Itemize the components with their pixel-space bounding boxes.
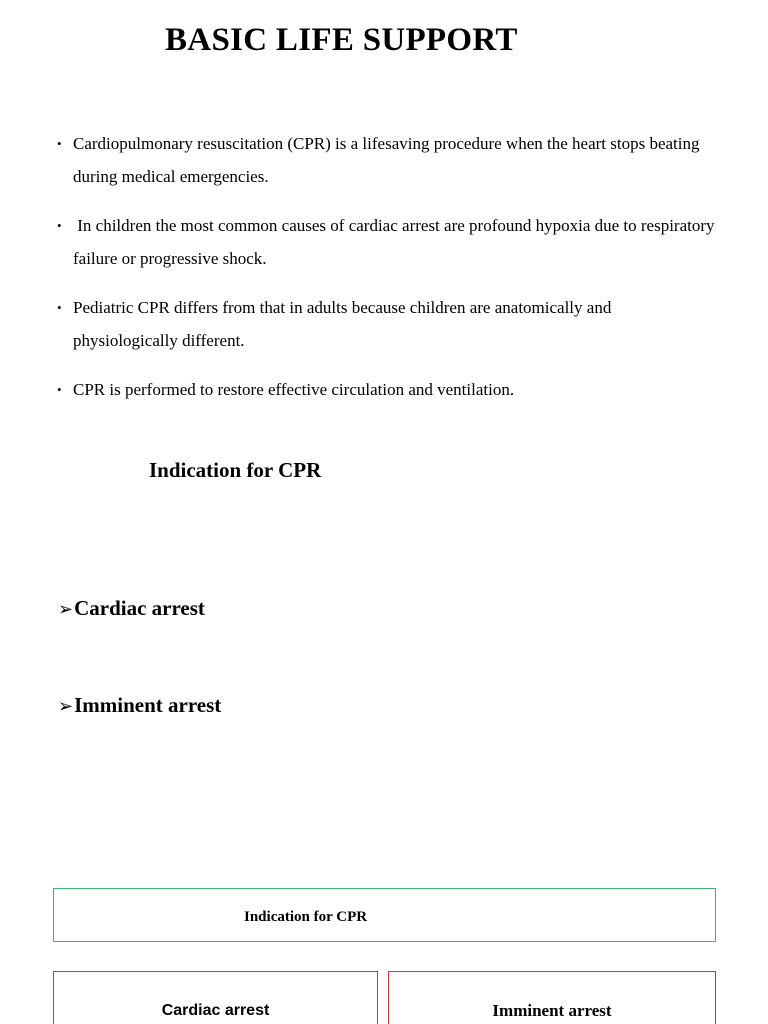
indication-item-imminent-arrest xyxy=(58,693,221,718)
bullet-dot-icon: • xyxy=(57,300,62,315)
bullet-dot-icon: • xyxy=(57,382,62,397)
diagram-child-label: Imminent arrest xyxy=(492,1001,612,1020)
bullet-dot-icon: • xyxy=(57,136,62,151)
indication-text: Cardiac arrest xyxy=(74,596,205,620)
bullet-item-purpose xyxy=(57,373,717,406)
diagram-child-box-imminent-arrest xyxy=(388,971,716,1024)
bullet-text: Cardiopulmonary resuscitation (CPR) is a lifesaving procedure when the heart stops beating during medical emergencies. xyxy=(73,134,700,186)
bullet-item-causes xyxy=(57,209,717,275)
diagram-root-label: Indication for CPR xyxy=(244,908,368,925)
bullet-item-cpr-definition xyxy=(57,127,717,193)
bullet-dot-icon: • xyxy=(57,218,62,233)
bullet-text: CPR is performed to restore effective circulation and ventilation. xyxy=(73,380,515,399)
indication-text: Imminent arrest xyxy=(74,693,222,717)
diagram-root-box xyxy=(53,888,716,942)
bullet-text: In children the most common causes of cardiac arrest are profound hypoxia due to respiratory failure or progressive shock. xyxy=(73,216,719,268)
arrow-bullet-icon: ➢ xyxy=(58,696,74,717)
bullet-item-pediatric xyxy=(57,291,717,357)
diagram-child-label: Cardiac arrest xyxy=(161,1002,270,1019)
bullet-text: Pediatric CPR differs from that in adults because children are anatomically and physiologically different. xyxy=(73,298,612,350)
diagram-child-box-cardiac-arrest xyxy=(53,971,378,1024)
page-title: BASIC LIFE SUPPORT xyxy=(165,22,518,58)
section-heading-indication: Indication for CPR xyxy=(149,458,322,482)
intro-bullet-list xyxy=(57,127,717,422)
arrow-bullet-icon: ➢ xyxy=(58,599,74,620)
indication-item-cardiac-arrest xyxy=(58,596,205,621)
